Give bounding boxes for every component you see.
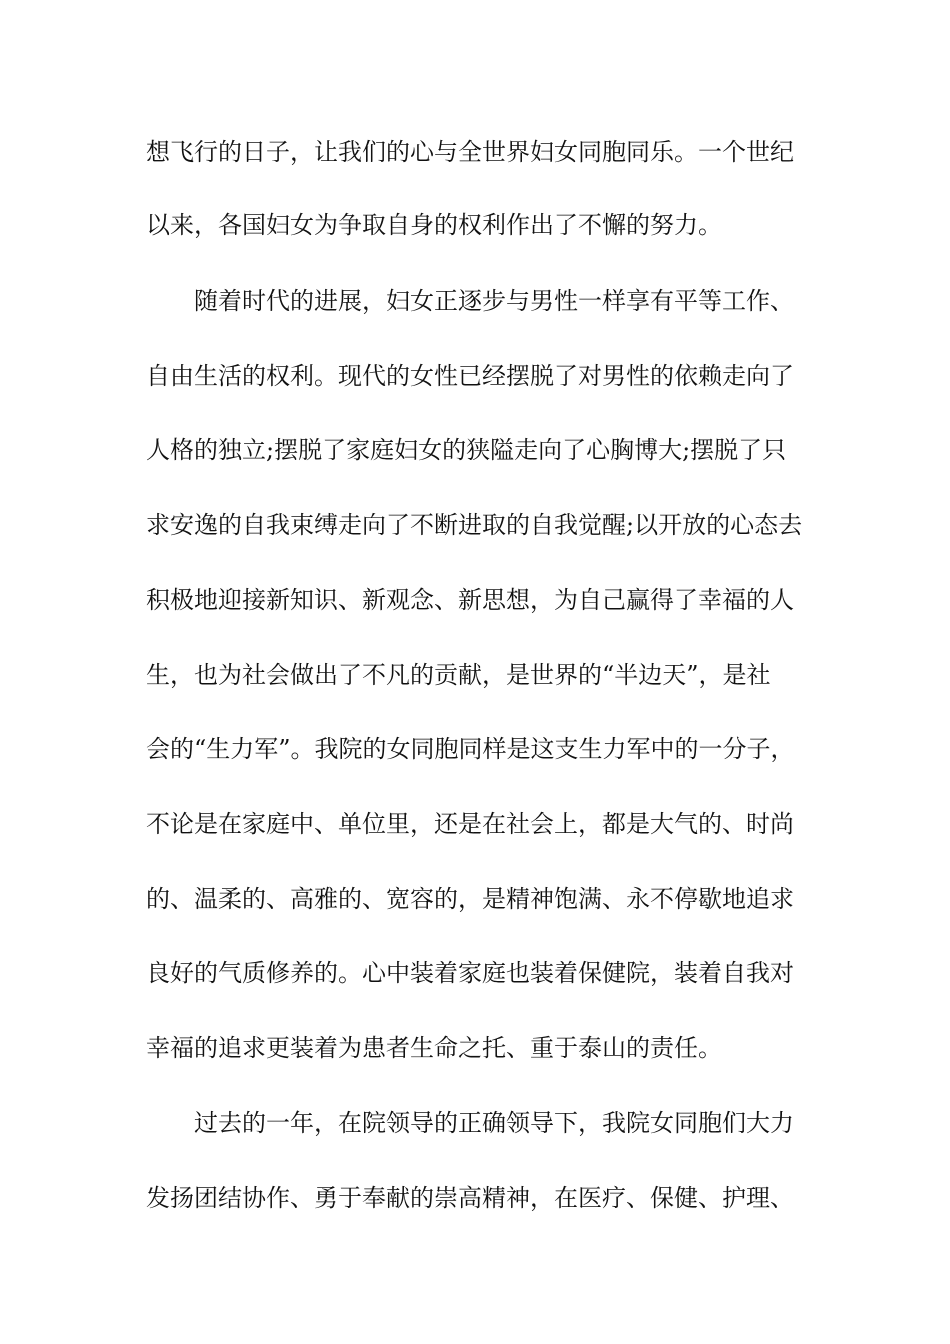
- text-line: 幸福的追求更装着为患者生命之托、重于泰山的责任。: [146, 1034, 722, 1062]
- paragraph-first-line: 过去的一年，在院领导的正确领导下，我院女同胞们大力: [194, 1109, 794, 1137]
- text-line: 的、温柔的、高雅的、宽容的，是精神饱满、永不停歇地追求: [146, 885, 794, 913]
- text-line: 不论是在家庭中、单位里，还是在社会上，都是大气的、时尚: [146, 810, 794, 838]
- text-line: 会的“生力军”。我院的女同胞同样是这支生力军中的一分子，: [146, 735, 795, 763]
- text-line: 求安逸的自我束缚走向了不断进取的自我觉醒;以开放的心态去: [146, 511, 803, 539]
- text-line: 良好的气质修养的。心中装着家庭也装着保健院，装着自我对: [146, 959, 794, 987]
- text-line: 发扬团结协作、勇于奉献的崇高精神，在医疗、保健、护理、: [146, 1184, 794, 1212]
- paragraph-first-line: 随着时代的进展，妇女正逐步与男性一样享有平等工作、: [194, 287, 794, 315]
- text-line: 积极地迎接新知识、新观念、新思想，为自己赢得了幸福的人: [146, 586, 794, 614]
- text-line: 自由生活的权利。现代的女性已经摆脱了对男性的依赖走向了: [146, 362, 794, 390]
- text-line: 人格的独立;摆脱了家庭妇女的狭隘走向了心胸博大;摆脱了只: [146, 436, 787, 464]
- text-line: 以来，各国妇女为争取自身的权利作出了不懈的努力。: [146, 211, 722, 239]
- text-line: 想飞行的日子，让我们的心与全世界妇女同胞同乐。一个世纪: [146, 138, 794, 166]
- text-line: 生，也为社会做出了不凡的贡献，是世界的“半边天”，是社: [146, 661, 771, 689]
